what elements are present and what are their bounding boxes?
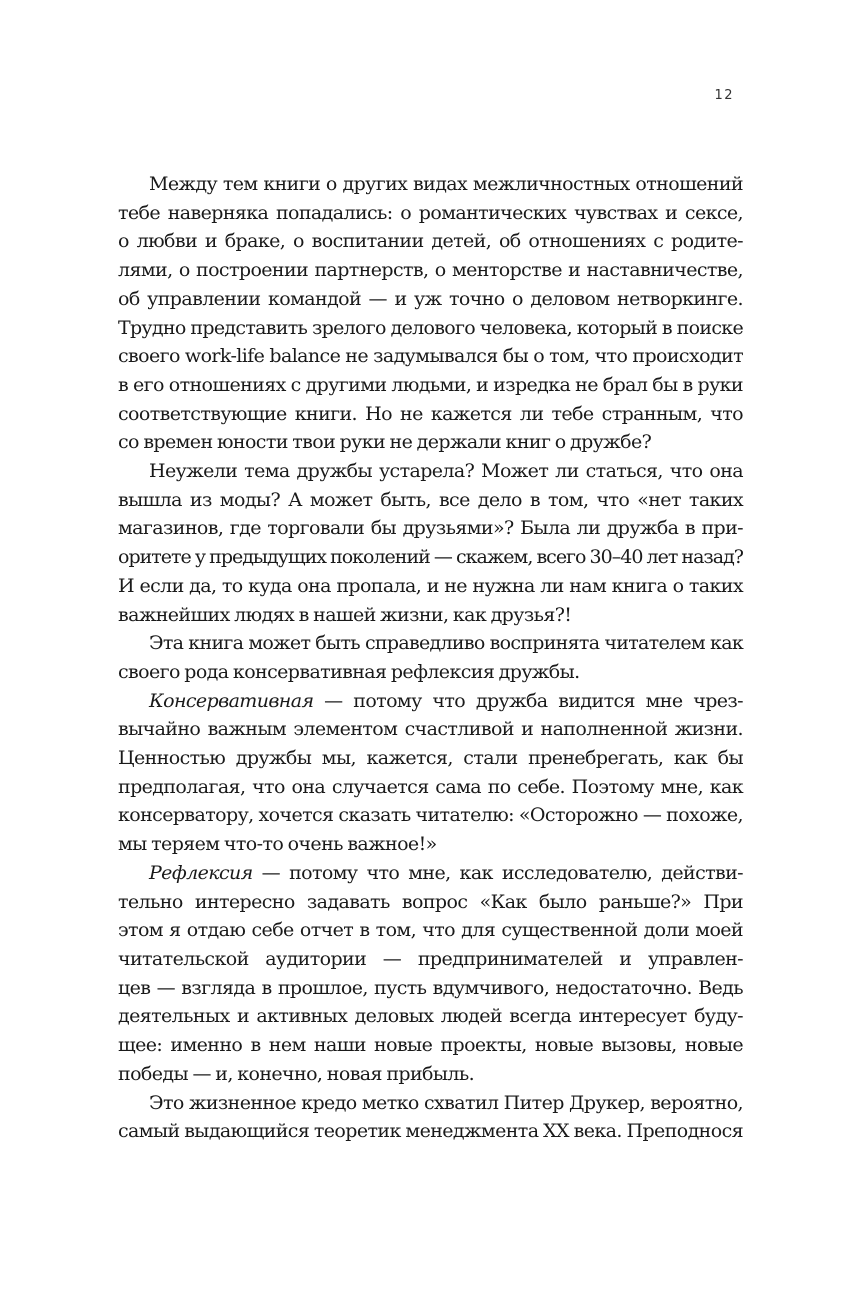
text-line: магазинов, где торговали бы друзьями»? Была ли дружба в при- — [118, 517, 743, 540]
text-line: тебе наверняка попадались: о романтических чувствах и сексе, — [118, 201, 743, 224]
text-line: оритете у предыдущих поколений — скажем, всего 30–40 лет назад? — [118, 546, 743, 569]
page-number: 12 — [714, 88, 734, 103]
text-line: о любви и браке, о воспитании детей, об отношениях с родите- — [118, 230, 743, 253]
text-line: Это жизненное кредо метко схватил Питер Друкер, вероятно, — [149, 1091, 743, 1114]
text-line: консерватору, хочется сказать читателю: «Осторожно — похоже, — [118, 804, 743, 827]
text-line: самый выдающийся теоретик менеджмента XX века. Преподнося — [118, 1120, 743, 1143]
text-line — [118, 859, 743, 888]
text-line: Трудно представить зрелого делового человека, который в поиске — [118, 316, 743, 339]
text-line: мы теряем что-то очень важное!» — [118, 833, 437, 856]
text-line: вычайно важным элементом счастливой и наполненной жизни. — [118, 718, 743, 741]
text-line: Ценностью дружбы мы, кажется, стали пренебрегать, как бы — [118, 747, 743, 770]
text-line: лями, о построении партнерств, о менторстве и наставничестве, — [118, 259, 743, 282]
text-line: Неужели тема дружбы устарела? Может ли статься, что она — [149, 460, 743, 483]
text-run: — потому что мне, как исследователю, действи- — [252, 861, 743, 884]
text-line: тельно интересно задавать вопрос «Как было раньше?» При — [118, 890, 743, 913]
text-line: соответствующие книги. Но не кажется ли тебе странным, что — [118, 402, 743, 425]
text-line: щее: именно в нем наши новые проекты, новые вызовы, новые — [118, 1034, 743, 1057]
text-line: Между тем книги о других видах межличностных отношений — [149, 173, 743, 195]
text-line: Эта книга может быть справедливо воспринята читателем как — [149, 632, 743, 655]
text-line: этом я отдаю себе отчет в том, что для существенной доли моей — [118, 919, 743, 942]
text-line: важнейших людях в нашей жизни, как друзья?! — [118, 603, 572, 626]
text-line: об управлении командой — и уж точно о деловом нетворкинге. — [118, 287, 743, 310]
italic-term: Рефлексия — [149, 861, 253, 884]
text-line: своего work-life balance не задумывался бы о том, что происходит — [118, 345, 743, 368]
body-text — [118, 170, 743, 1146]
text-line: цев — взгляда в прошлое, пусть вдумчивого, недостаточно. Ведь — [118, 976, 743, 999]
text-line: в его отношениях с другими людьми, и изредка не брал бы в руки — [118, 373, 743, 396]
text-line: И если да, то куда она пропала, и не нужна ли нам книга о таких — [118, 574, 743, 597]
text-run: — потому что дружба видится мне чрез- — [313, 689, 743, 712]
text-line: предполагая, что она случается сама по себе. Поэтому мне, как — [118, 775, 743, 798]
text-line — [118, 687, 743, 716]
text-line: победы — и, конечно, новая прибыль. — [118, 1062, 475, 1085]
text-line: деятельных и активных деловых людей всегда интересует буду- — [118, 1005, 743, 1028]
text-line: со времен юности твои руки не держали книг о дружбе? — [118, 431, 652, 454]
text-line: вышла из моды? А может быть, все дело в том, что «нет таких — [118, 488, 743, 511]
italic-term: Консервативная — [149, 689, 314, 712]
text-line: своего рода консервативная рефлексия дружбы. — [118, 660, 580, 683]
text-line: читательской аудитории — предпринимателей и управлен- — [118, 947, 743, 970]
